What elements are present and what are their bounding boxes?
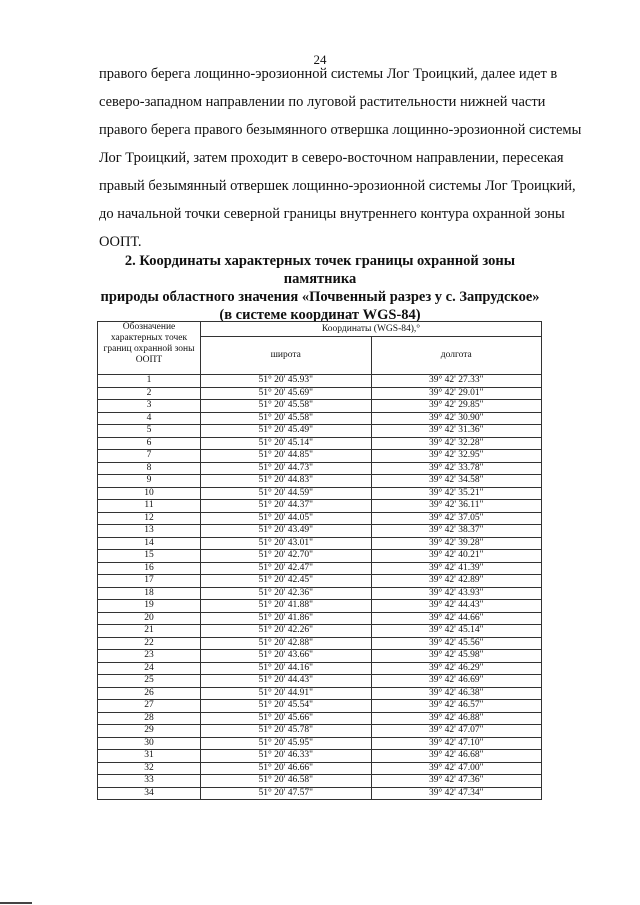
table-row	[98, 600, 542, 613]
table-row	[98, 750, 542, 763]
point-number-cell: 7	[98, 450, 201, 463]
table-row	[98, 625, 542, 638]
latitude-cell: 51° 20' 45.14"	[201, 437, 372, 450]
longitude-cell: 39° 42' 35.21"	[371, 487, 542, 500]
table-row	[98, 587, 542, 600]
latitude-cell: 51° 20' 45.93"	[201, 375, 372, 388]
longitude-cell: 39° 42' 37.05"	[371, 512, 542, 525]
latitude-cell: 51° 20' 44.37"	[201, 500, 372, 513]
longitude-cell: 39° 42' 47.07"	[371, 725, 542, 738]
longitude-cell: 39° 42' 42.89"	[371, 575, 542, 588]
point-number-cell: 5	[98, 425, 201, 438]
longitude-cell: 39° 42' 46.69"	[371, 675, 542, 688]
longitude-cell: 39° 42' 32.28"	[371, 437, 542, 450]
longitude-cell: 39° 42' 46.57"	[371, 700, 542, 713]
point-number-cell: 11	[98, 500, 201, 513]
table-row	[98, 662, 542, 675]
point-number-cell: 12	[98, 512, 201, 525]
table-row	[98, 487, 542, 500]
latitude-cell: 51° 20' 44.85"	[201, 450, 372, 463]
latitude-cell: 51° 20' 42.36"	[201, 587, 372, 600]
heading-line: природы областного значения «Почвенный разрез у с. Запрудское»	[100, 289, 540, 305]
latitude-cell: 51° 20' 44.43"	[201, 675, 372, 688]
point-number-cell: 1	[98, 375, 201, 388]
table-row	[98, 737, 542, 750]
longitude-cell: 39° 42' 45.14"	[371, 625, 542, 638]
point-number-cell: 20	[98, 612, 201, 625]
longitude-cell: 39° 42' 46.38"	[371, 687, 542, 700]
longitude-cell: 39° 42' 46.68"	[371, 750, 542, 763]
table-row	[98, 500, 542, 513]
longitude-cell: 39° 42' 43.93"	[371, 587, 542, 600]
longitude-cell: 39° 42' 36.11"	[371, 500, 542, 513]
point-number-cell: 18	[98, 587, 201, 600]
paragraph-line: до начальной точки северной границы внутреннего контура охранной зоны	[99, 206, 565, 222]
longitude-cell: 39° 42' 27.33"	[371, 375, 542, 388]
table-row	[98, 425, 542, 438]
latitude-cell: 51° 20' 44.59"	[201, 487, 372, 500]
latitude-cell: 51° 20' 44.83"	[201, 475, 372, 488]
latitude-cell: 51° 20' 46.33"	[201, 750, 372, 763]
latitude-cell: 51° 20' 42.88"	[201, 637, 372, 650]
table-row	[98, 400, 542, 413]
point-number-cell: 33	[98, 775, 201, 788]
point-number-cell: 34	[98, 787, 201, 800]
longitude-cell: 39° 42' 29.01"	[371, 387, 542, 400]
paragraph-line: правого берега лощинно-эрозионной системы Лог Троицкий, далее идет в	[99, 66, 558, 82]
latitude-cell: 51° 20' 44.05"	[201, 512, 372, 525]
longitude-header: долгота	[371, 337, 542, 375]
table-row	[98, 575, 542, 588]
point-number-cell: 29	[98, 725, 201, 738]
latitude-cell: 51° 20' 46.66"	[201, 762, 372, 775]
longitude-cell: 39° 42' 30.90"	[371, 412, 542, 425]
latitude-cell: 51° 20' 43.66"	[201, 650, 372, 663]
latitude-cell: 51° 20' 44.91"	[201, 687, 372, 700]
longitude-cell: 39° 42' 38.37"	[371, 525, 542, 538]
coordinates-header: Координаты (WGS-84),°	[201, 322, 542, 337]
table-row	[98, 725, 542, 738]
page-number: 24	[313, 52, 327, 67]
table-row	[98, 550, 542, 563]
latitude-cell: 51° 20' 42.45"	[201, 575, 372, 588]
table-row	[98, 637, 542, 650]
latitude-cell: 51° 20' 42.26"	[201, 625, 372, 638]
point-number-cell: 9	[98, 475, 201, 488]
latitude-cell: 51° 20' 45.58"	[201, 412, 372, 425]
longitude-cell: 39° 42' 44.43"	[371, 600, 542, 613]
table-row	[98, 512, 542, 525]
point-number-cell: 6	[98, 437, 201, 450]
longitude-cell: 39° 42' 32.95"	[371, 450, 542, 463]
point-number-cell: 21	[98, 625, 201, 638]
section-heading	[100, 252, 540, 324]
heading-line: 2. Координаты характерных точек границы охранной зоны памятника	[124, 253, 516, 287]
latitude-cell: 51° 20' 42.47"	[201, 562, 372, 575]
table-row	[98, 712, 542, 725]
table-row	[98, 475, 542, 488]
point-number-cell: 26	[98, 687, 201, 700]
point-number-cell: 14	[98, 537, 201, 550]
longitude-cell: 39° 42' 45.56"	[371, 637, 542, 650]
table-row	[98, 562, 542, 575]
table-row	[98, 450, 542, 463]
longitude-cell: 39° 42' 39.28"	[371, 537, 542, 550]
point-number-cell: 8	[98, 462, 201, 475]
longitude-cell: 39° 42' 47.10"	[371, 737, 542, 750]
latitude-header: широта	[201, 337, 372, 375]
longitude-cell: 39° 42' 40.21"	[371, 550, 542, 563]
point-number-cell: 10	[98, 487, 201, 500]
paragraph-line: правого берега правого безымянного отвершка лощинно-эрозионной системы	[99, 122, 582, 138]
coordinates-table	[97, 321, 542, 800]
page-edge-mark	[0, 902, 32, 904]
point-number-cell: 2	[98, 387, 201, 400]
heading-line: (в системе координат WGS-84)	[219, 307, 421, 323]
table-row	[98, 787, 542, 800]
point-number-cell: 13	[98, 525, 201, 538]
table-row	[98, 537, 542, 550]
longitude-cell: 39° 42' 46.29"	[371, 662, 542, 675]
longitude-cell: 39° 42' 33.78"	[371, 462, 542, 475]
point-number-cell: 17	[98, 575, 201, 588]
latitude-cell: 51° 20' 47.57"	[201, 787, 372, 800]
body-paragraph	[99, 60, 582, 256]
latitude-cell: 51° 20' 45.54"	[201, 700, 372, 713]
point-number-cell: 24	[98, 662, 201, 675]
table-row	[98, 762, 542, 775]
point-number-cell: 30	[98, 737, 201, 750]
longitude-cell: 39° 42' 29.85"	[371, 400, 542, 413]
longitude-cell: 39° 42' 45.98"	[371, 650, 542, 663]
latitude-cell: 51° 20' 41.86"	[201, 612, 372, 625]
point-number-cell: 32	[98, 762, 201, 775]
latitude-cell: 51° 20' 42.70"	[201, 550, 372, 563]
point-number-cell: 3	[98, 400, 201, 413]
point-number-cell: 27	[98, 700, 201, 713]
table-row	[98, 412, 542, 425]
latitude-cell: 51° 20' 45.66"	[201, 712, 372, 725]
point-number-cell: 16	[98, 562, 201, 575]
latitude-cell: 51° 20' 45.95"	[201, 737, 372, 750]
latitude-cell: 51° 20' 45.49"	[201, 425, 372, 438]
table-row	[98, 462, 542, 475]
latitude-cell: 51° 20' 44.73"	[201, 462, 372, 475]
latitude-cell: 51° 20' 43.49"	[201, 525, 372, 538]
table-row	[98, 650, 542, 663]
point-number-cell: 31	[98, 750, 201, 763]
longitude-cell: 39° 42' 34.58"	[371, 475, 542, 488]
longitude-cell: 39° 42' 44.66"	[371, 612, 542, 625]
paragraph-line: ООПТ.	[99, 234, 142, 250]
paragraph-line: правый безымянный отвершек лощинно-эрозионной системы Лог Троицкий,	[99, 178, 576, 194]
table-row	[98, 525, 542, 538]
point-number-cell: 15	[98, 550, 201, 563]
table-row	[98, 675, 542, 688]
longitude-cell: 39° 42' 46.88"	[371, 712, 542, 725]
latitude-cell: 51° 20' 46.58"	[201, 775, 372, 788]
table-row	[98, 375, 542, 388]
point-number-cell: 19	[98, 600, 201, 613]
longitude-cell: 39° 42' 31.36"	[371, 425, 542, 438]
point-designation-header: Обозначение характерных точек границ охранной зоны ООПТ	[98, 322, 201, 375]
table-row	[98, 700, 542, 713]
point-number-cell: 28	[98, 712, 201, 725]
table-row	[98, 612, 542, 625]
latitude-cell: 51° 20' 43.01"	[201, 537, 372, 550]
point-number-cell: 22	[98, 637, 201, 650]
latitude-cell: 51° 20' 41.88"	[201, 600, 372, 613]
table-row	[98, 387, 542, 400]
table-row	[98, 775, 542, 788]
longitude-cell: 39° 42' 47.00"	[371, 762, 542, 775]
table-row	[98, 437, 542, 450]
point-number-cell: 23	[98, 650, 201, 663]
coordinates-table-body	[98, 375, 542, 800]
paragraph-line: северо-западном направлении по луговой растительности нижней части	[99, 94, 546, 110]
latitude-cell: 51° 20' 45.69"	[201, 387, 372, 400]
longitude-cell: 39° 42' 47.34"	[371, 787, 542, 800]
latitude-cell: 51° 20' 44.16"	[201, 662, 372, 675]
table-row	[98, 687, 542, 700]
longitude-cell: 39° 42' 47.36"	[371, 775, 542, 788]
latitude-cell: 51° 20' 45.58"	[201, 400, 372, 413]
paragraph-line: Лог Троицкий, затем проходит в северо-восточном направлении, пересекая	[99, 150, 564, 166]
latitude-cell: 51° 20' 45.78"	[201, 725, 372, 738]
longitude-cell: 39° 42' 41.39"	[371, 562, 542, 575]
point-number-cell: 4	[98, 412, 201, 425]
point-number-cell: 25	[98, 675, 201, 688]
